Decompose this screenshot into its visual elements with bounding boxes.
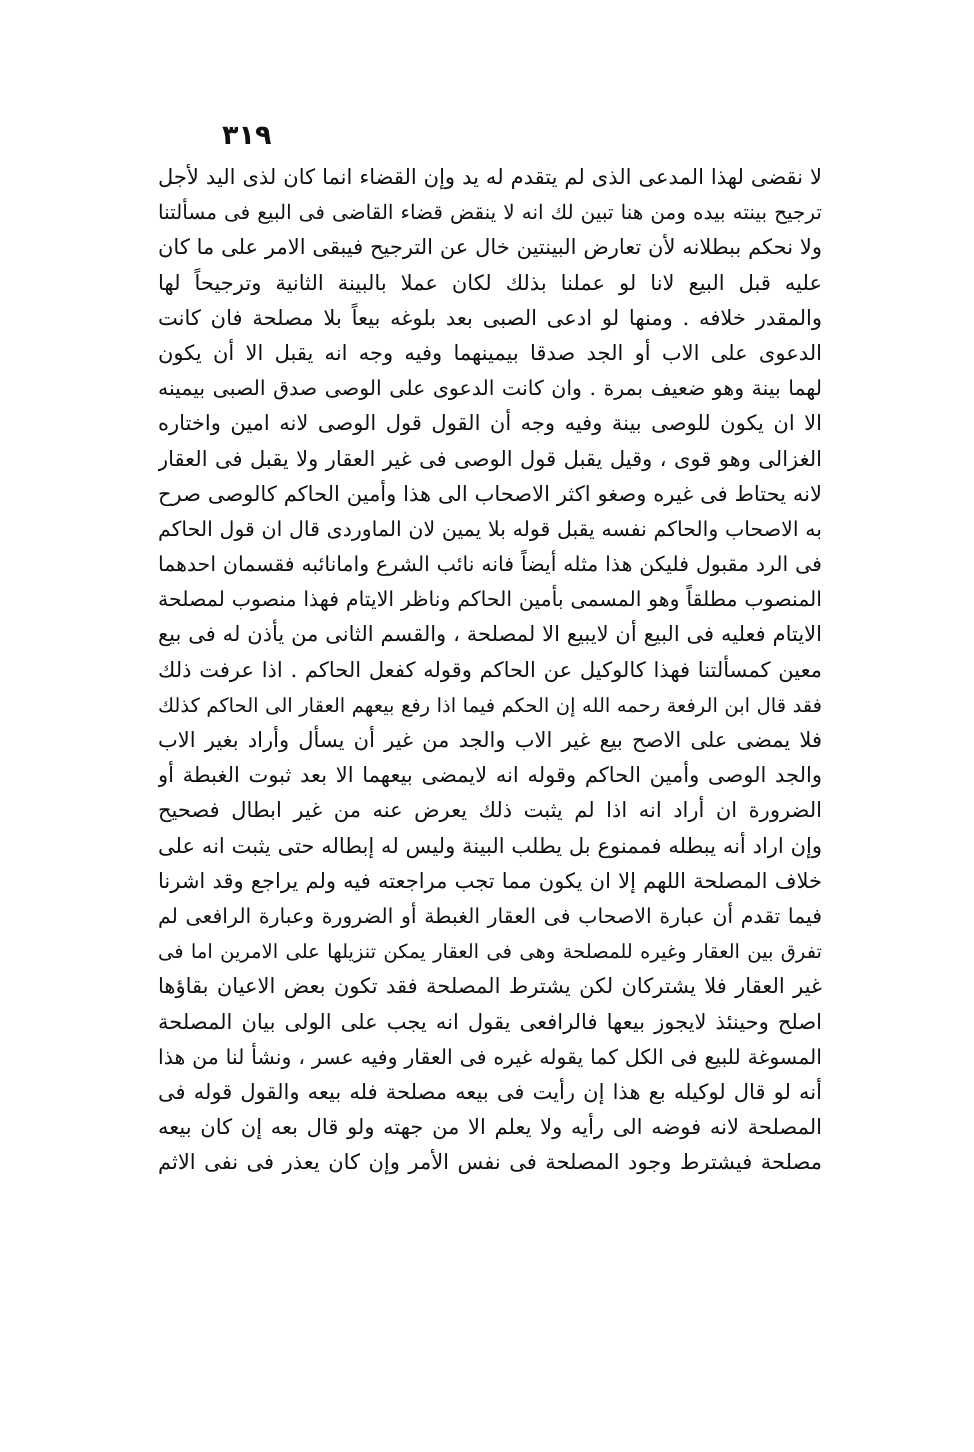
body-text — [158, 160, 822, 1180]
text-line: وإن اراد أنه يبطله فممنوع بل يطلب البينة وليس له إبطاله حتى يثبت انه على — [158, 833, 822, 858]
text-line: أنه لو قال لوكيله بع هذا إن رأيت فى بيعه مصلحة فله بيعه والقول قوله فى — [158, 1079, 822, 1104]
text-line: اصلح وحينئذ لايجوز بيعها فالرافعى يقول انه يجب على الولى بيان المصلحة — [158, 1009, 822, 1034]
text-line: به الاصحاب والحاكم نفسه يقبل قوله بلا يمين لان الماوردى قال ان قول الحاكم — [158, 516, 822, 541]
text-line: والجد الوصى وأمين الحاكم وقوله انه لايمضى بيعهما الا بعد ثبوت الغبطة أو — [158, 763, 822, 788]
text-line: تفرق بين العقار وغيره للمصلحة وهى فى العقار يمكن تنزيلها على الامرين اما فى — [158, 940, 822, 964]
text-line: ولا نحكم ببطلانه لأن تعارض البينتين خال عن الترجيح فيبقى الامر على ما كان — [158, 235, 822, 260]
text-line: المصلحة لانه فوضه الى رأيه ولا يعلم الا من جهته ولو قال بعه إن كان بيعه — [158, 1115, 822, 1140]
text-line: فلا يمضى على الاصح بيع غير الاب والجد من غير أن يسأل وأراد بغير الاب — [158, 728, 822, 752]
page-number: ٣١٩ — [222, 120, 272, 151]
text-line: المنصوب مطلقاً وهو المسمى بأمين الحاكم وناظر الايتام فهذا منصوب لمصلحة — [158, 587, 822, 612]
text-line: لا نقضى لهذا المدعى الذى لم يتقدم له يد وإن القضاء انما كان لذى اليد لأجل — [158, 165, 822, 189]
text-line: فيما تقدم أن عبارة الاصحاب فى العقار الغبطة أو الضرورة وعبارة الرافعى لم — [158, 903, 822, 928]
text-line: ترجيح بينته بيده ومن هنا تبين لك انه لا ينقض قضاء القاضى فى البيع فى مسألتنا — [158, 200, 822, 225]
text-line: الضرورة ان أراد انه اذا لم يثبت ذلك يعرض عنه من غير ابطال فصحيح — [158, 798, 822, 823]
text-line: لانه يحتاط فى غيره وصغو اكثر الاصحاب الى هذا وأمين الحاكم كالوصى صرح — [158, 481, 822, 506]
text-line: عليه قبل البيع لانا لو عملنا بذلك لكان عملا بالبينة الثانية وترجيحاً لها — [158, 270, 822, 295]
text-line: خلاف المصلحة اللهم إلا ان يكون مما تجب مراجعته فيه ولم يراجع وقد اشرنا — [158, 868, 822, 893]
text-line: مصلحة فيشترط وجود المصلحة فى نفس الأمر وإن كان يعذر فى نفى الاثم — [158, 1150, 822, 1175]
text-line: الا ان يكون للوصى بينة وفيه وجه أن القول قول الوصى لانه امين واختاره — [158, 411, 822, 436]
text-line: الدعوى على الاب أو الجد صدقا بيمينهما وفيه وجه انه يقبل الا أن يكون — [158, 340, 822, 365]
text-line: معين كمسألتنا فهذا كالوكيل عن الحاكم وقوله كفعل الحاكم . اذا عرفت ذلك — [158, 657, 822, 682]
text-line: غير العقار فلا يشتركان لكن يشترط المصلحة فقد تكون بعض الاعيان بقاؤها — [158, 974, 822, 999]
text-line: والمقدر خلافه . ومنها لو ادعى الصبى بعد بلوغه بيعاً بلا مصلحة فان كانت — [158, 305, 822, 330]
text-line: الايتام فعليه فى البيع أن لايبيع الا لمصلحة ، والقسم الثانى من يأذن له فى بيع — [158, 622, 822, 647]
text-line: فقد قال ابن الرفعة رحمه الله إن الحكم فيما اذا رفع بيعهم العقار الى الحاكم كذلك — [158, 693, 822, 717]
text-line: لهما بينة وهو ضعيف بمرة . وان كانت الدعوى على الوصى صدق الصبى بيمينه — [158, 376, 822, 401]
text-line: الغزالى وهو قوى ، وقيل يقبل قول الوصى فى غير العقار ولا يقبل فى العقار — [158, 446, 822, 471]
text-line: المسوغة للبيع فى الكل كما يقوله غيره فى العقار وفيه عسر ، ونشأ لنا من هذا — [158, 1044, 822, 1069]
text-line: فى الرد مقبول فليكن هذا مثله أيضاً فانه نائب الشرع وامانائبه فقسمان احدهما — [158, 552, 822, 577]
